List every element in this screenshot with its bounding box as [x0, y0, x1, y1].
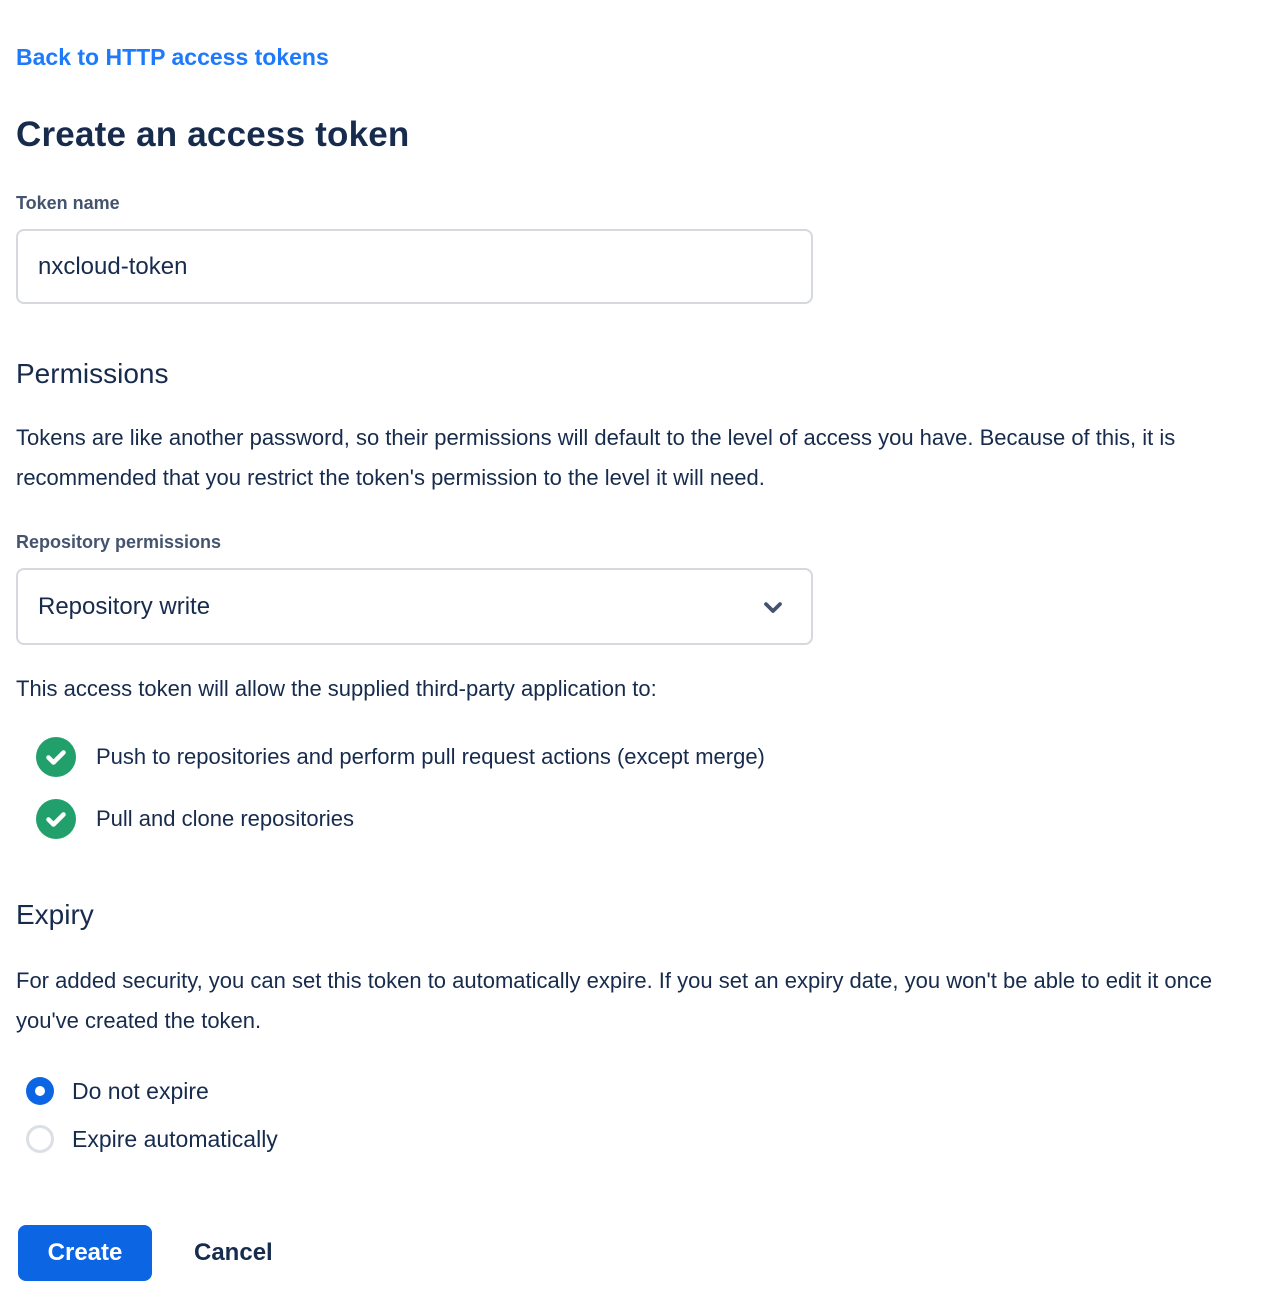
check-circle-icon — [36, 799, 76, 839]
chevron-down-icon — [759, 593, 787, 621]
permissions-heading: Permissions — [16, 358, 169, 389]
radio-button[interactable] — [26, 1125, 54, 1153]
selected-permission-value: Repository write — [38, 592, 211, 620]
check-circle-icon — [36, 737, 76, 777]
form-actions — [16, 1225, 1258, 1281]
cancel-button[interactable]: Cancel — [194, 1239, 273, 1266]
radio-option-expire-automatically[interactable] — [26, 1115, 1258, 1163]
radio-label: Do not expire — [72, 1077, 209, 1104]
radio-label: Expire automatically — [72, 1125, 278, 1152]
expiry-radio-group — [16, 1067, 1258, 1163]
permissions-description: Tokens are like another password, so their permissions will default to the level of access you have. Because of this, it is recommended that you restrict the token's permission to the level it will need. — [16, 425, 1176, 490]
radio-button[interactable] — [26, 1077, 54, 1105]
page-title: Create an access token — [16, 115, 410, 154]
capability-label: Push to repositories and perform pull request actions (except merge) — [96, 744, 765, 769]
repository-permissions-select[interactable] — [16, 568, 813, 645]
repository-permissions-label: Repository permissions — [16, 532, 222, 552]
back-link[interactable]: Back to HTTP access tokens — [16, 44, 329, 70]
allow-intro-text: This access token will allow the supplied third-party application to: — [16, 676, 657, 701]
capability-item-push — [36, 737, 1258, 777]
capability-label: Pull and clone repositories — [96, 806, 355, 831]
token-name-label: Token name — [16, 193, 120, 213]
capability-item-pull — [36, 799, 1258, 839]
create-button[interactable]: Create — [18, 1225, 152, 1281]
expiry-description: For added security, you can set this token to automatically expire. If you set an expiry date, you won't be able to edit it once you've created the token. — [16, 968, 1213, 1033]
radio-option-do-not-expire[interactable] — [26, 1067, 1258, 1115]
expiry-heading: Expiry — [16, 899, 94, 930]
capability-list — [16, 737, 1258, 839]
token-name-input[interactable] — [16, 229, 813, 304]
